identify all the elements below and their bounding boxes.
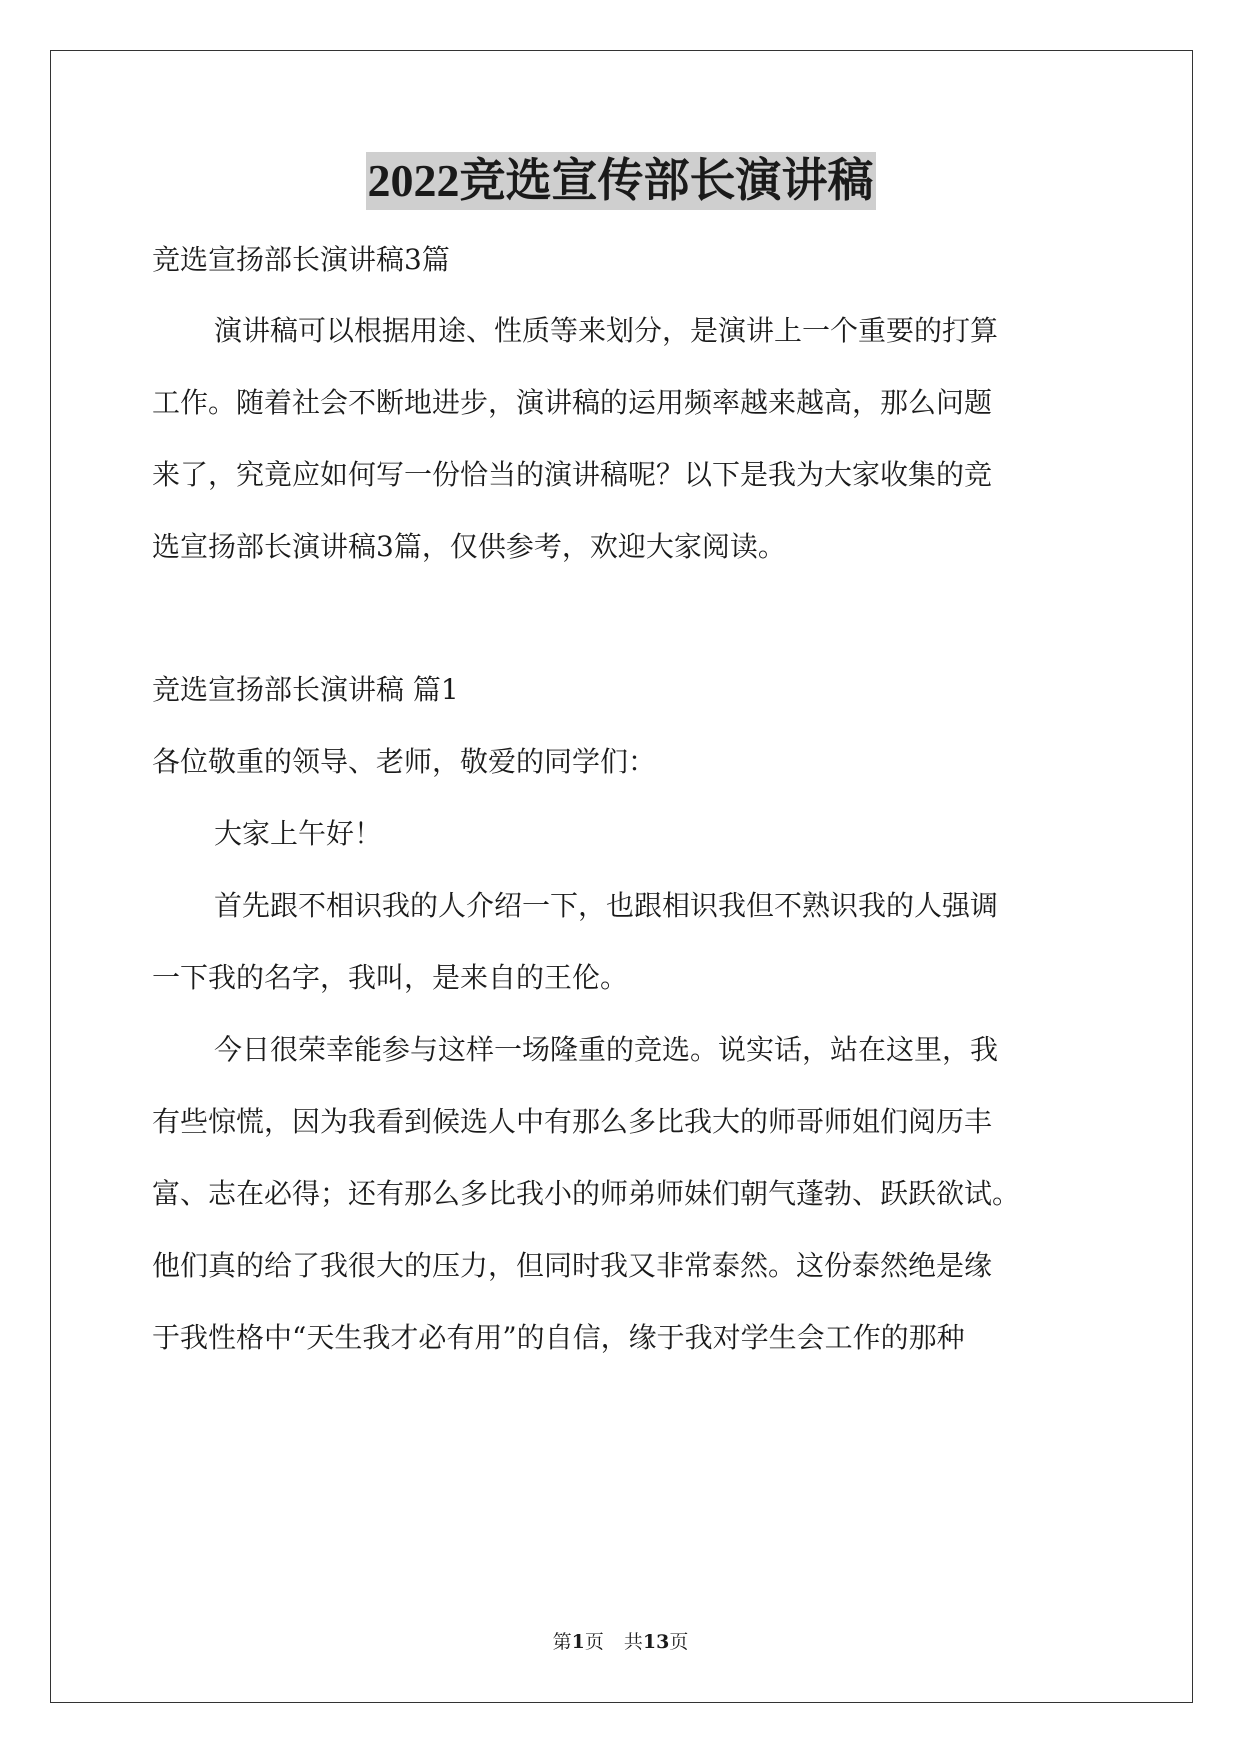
footer-page-number: 1 xyxy=(571,1631,585,1653)
intro-line-4: 选宣扬部长演讲稿3篇，仅供参考，欢迎大家阅读。 xyxy=(152,530,786,563)
para1-line-2: 一下我的名字，我叫，是来自的王伦。 xyxy=(152,961,629,994)
para2-line-4: 他们真的给了我很大的压力，但同时我又非常泰然。这份泰然绝是缘 xyxy=(152,1249,993,1282)
para2-line-1: 今日很荣幸能参与这样一场隆重的竞选。说实话，站在这里，我 xyxy=(214,1033,999,1066)
section-heading: 竞选宣扬部长演讲稿 篇1 xyxy=(152,673,459,706)
intro-line-2: 工作。随着社会不断地进步，演讲稿的运用频率越来越高，那么问题 xyxy=(152,386,993,419)
para2-line-5: 于我性格中“天生我才必有用”的自信，缘于我对学生会工作的那种 xyxy=(152,1321,965,1354)
footer-total-suffix: 页 xyxy=(669,1631,689,1653)
footer-page-suffix: 页 xyxy=(584,1631,604,1653)
intro-line-1: 演讲稿可以根据用途、性质等来划分，是演讲上一个重要的打算 xyxy=(214,314,999,347)
intro-line-3: 来了，究竟应如何写一份恰当的演讲稿呢？以下是我为大家收集的竞 xyxy=(152,458,993,491)
para2-line-2: 有些惊慌，因为我看到候选人中有那么多比我大的师哥师姐们阅历丰 xyxy=(152,1105,993,1138)
para2-line-3: 富、志在必得；还有那么多比我小的师弟师妹们朝气蓬勃、跃跃欲试。 xyxy=(152,1177,1021,1210)
greeting: 大家上午好！ xyxy=(214,817,383,850)
footer-total-prefix: 共 xyxy=(623,1631,643,1653)
title-container xyxy=(0,152,1241,210)
document-title: 2022竞选宣传部长演讲稿 xyxy=(366,152,876,210)
page-border xyxy=(50,50,1193,1703)
footer-total-number: 13 xyxy=(642,1631,670,1653)
document-subtitle: 竞选宣扬部长演讲稿3篇 xyxy=(152,243,450,276)
footer-page-prefix: 第 xyxy=(552,1631,572,1653)
page-footer xyxy=(0,1630,1241,1654)
para1-line-1: 首先跟不相识我的人介绍一下，也跟相识我但不熟识我的人强调 xyxy=(214,889,999,922)
salutation: 各位敬重的领导、老师，敬爱的同学们： xyxy=(152,745,657,778)
